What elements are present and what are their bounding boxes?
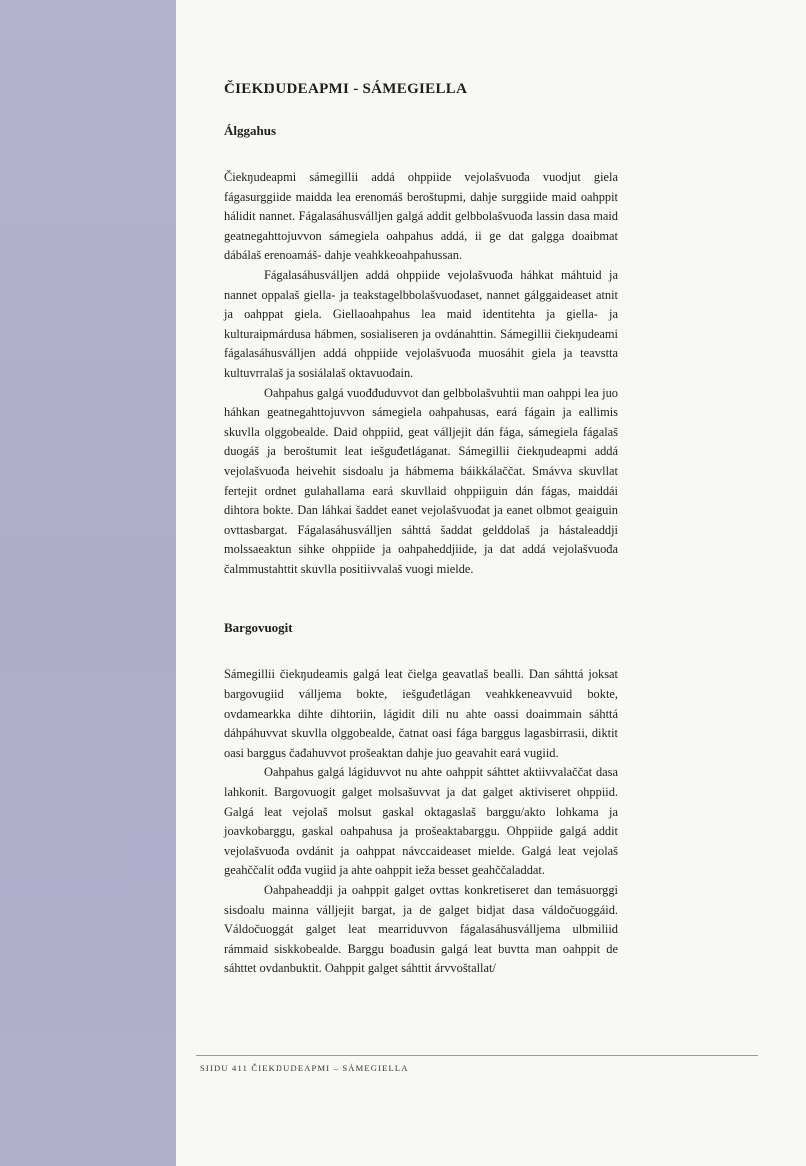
page-content <box>224 78 618 979</box>
paragraph: Sámegillii čiekŋudeamis galgá leat čielga geavatlaš bealli. Dan sáhttá joksat bargovugiid válljema bokte, iešguđetlágan veahkkeneavvuid bokte, ovdamearkka dihte dihtoriin, lágidit dili nu ahte oassi doaimmain sáhttá dáhpáhuvvat skuvlla olggobealde, čatnat oasi fága barggus lagasbirrasii, diktit oasi barggus čađahuvvot prošeaktan dahje juo geavahit eará vugiid. <box>224 667 618 760</box>
page-footer: SIIDU 411 ČIEKŊUDEAPMI – SÁMEGIELLA <box>200 1063 409 1073</box>
section-heading-bargovuogit: Bargovuogit <box>224 620 293 636</box>
side-color-band <box>0 0 176 1166</box>
paragraph: Čiekŋudeapmi sámegillii addá ohppiide vejolašvuođa vuodjut giela fágasurggiide maidda lea erenomáš beroštupmi, dahje surggiide maid oahppit hálidit nannet. Fágalasáhusválljen galgá addit gelbbolašvuođa lassin dasa maid geatnegahttojuvvon sámegiela oahpahus addá, ii ge dat galgga doaibmat dábálaš erenoamáš- dahje veahkkeoahpahussan. <box>224 170 618 263</box>
section-heading-alggahus: Álggahus <box>224 123 277 138</box>
page-title: ČIEKŊUDEAPMI - SÁMEGIELLA <box>224 81 468 97</box>
paragraph: Oahpaheaddji ja oahppit galget ovttas konkretiseret dan temásuorggi sisdoalu mainna válljejit bargat, ja de galget bidjat dasa váldočuoggáid. Váldočuoggát galget leat mearriduvvon fágalasáhusválljema ulbmiliid rámmaid siskkobealde. Barggu boađusin galgá leat buvtta man oahppit de sáhttet ovdanbuktit. Oahppit galget sáhttit árvvoštallat/ <box>224 883 618 976</box>
paragraph: Oahpahus galgá vuođđuduvvot dan gelbbolašvuhtii man oahppi lea juo háhkan geatnegahttojuvvon sámegiela oahpahusas, eará fágain ja eallimis skuvlla olggobealde. Daid ohppiid, geat válljejit dán fága, sámegiela fágalaš duogáš ja beroštumit leat iešguđetláganat. Sámegillii čiekŋudeapmi addá vejolašvuođa heivehit sisdoalu ja hábmema báikkálaččat. Smávva skuvllat fertejit ordnet gulahallama eará skuvllaid ohppiiguin dán fágas, maiddái dihtora bokte. Dan láhkai šaddet eanet vejolašvuođat ja eanet olbmot geaiguin ovttasbargat. Fágalasáhusválljen sáhttá šaddat gelddolaš ja hástaleaddji molssaeaktun sihke ohppiide ja oahpaheddjiide, ja dat addá vejolašvuođa čalmmustahttit skuvlla positiivvalaš vuogi mielde. <box>224 385 618 576</box>
document-page <box>176 0 806 1166</box>
paragraph: Oahpahus galgá lágiduvvot nu ahte oahppit sáhttet aktiivvalaččat dasa lahkonit. Bargovuogit galget molsašuvvat ja dat galget aktiviseret ohppiid. Galgá leat vejolaš molsut gaskal oktagaslaš barggu/akto lohkama ja joavkobarggu, gaskal oahpahusa ja prošeaktabarggu. Ohppiide galgá addit vejolašvuođa ovdánit ja oahppat návccaideaset mielde. Galgá leat vejolaš geahččalit ođđa vugiid ja ahte oahppit ieža besset geahččaladdat. <box>224 765 618 878</box>
footer-divider <box>196 1055 758 1056</box>
paragraph: Fágalasáhusválljen addá ohppiide vejolašvuođa háhkat máhtuid ja nannet oppalaš giella- ja teakstagelbbolašvuođaset, nannet gálggaideaset atnit ja oahppat giela. Giellaoahpahus lea maid identitehta ja giella- ja kulturaipmárdusa hábmen, sosialiseren ja ovdánahttin. Sámegillii čiekŋudeami fágalasáhusválljen addá ohppiide vejolašvuođa muosáhit giela ja teavstta kultuvrralaš ja sosiálalaš oktavuođain. <box>224 267 618 380</box>
